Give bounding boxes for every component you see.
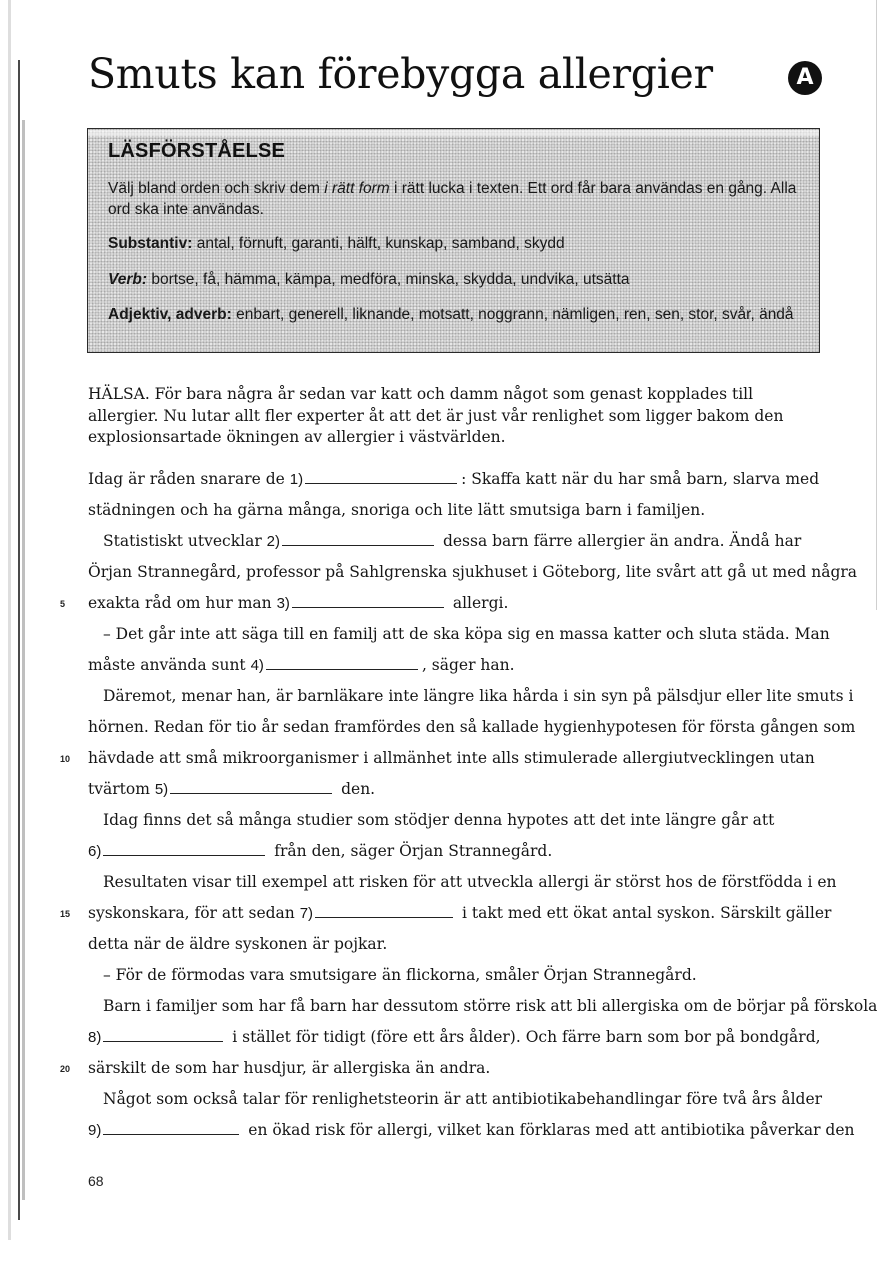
text-line: – Det går inte att säga till en familj att de ska köpa sig en massa katter och sluta städa. Man: [103, 625, 830, 643]
text-line: hörnen. Redan för tio år sedan framfördes den så kallade hygienhypotesen för första gången som: [88, 718, 856, 736]
line-number: 15: [60, 909, 71, 919]
line-number: 10: [60, 754, 71, 764]
text-line: 6) från den, säger Örjan Strannegård.: [88, 842, 553, 860]
word-list-adjectives: Adjektiv, adverb: enbart, generell, liknande, motsatt, noggrann, nämligen, ren, sen, stor, svår, ändå: [108, 306, 794, 323]
text-line: Däremot, menar han, är barnläkare inte längre lika hårda i sin syn på pälsdjur eller lite smuts i: [103, 687, 854, 705]
blank-4[interactable]: [266, 668, 418, 670]
blank-6[interactable]: [103, 854, 265, 856]
text-line: 9) en ökad risk för allergi, vilket kan förklaras med att antibiotika påverkar den: [88, 1121, 855, 1139]
word-list-verbs: Verb: bortse, få, hämma, kämpa, medföra, minska, skydda, undvika, utsätta: [108, 271, 630, 288]
text-line: Örjan Strannegård, professor på Sahlgrenska sjukhuset i Göteborg, lite svårt att gå ut med några: [88, 563, 858, 581]
text-line: hävdade att små mikroorganismer i allmänhet inte alls stimulerade allergiutvecklingen utan: [88, 749, 815, 767]
blank-7[interactable]: [315, 916, 453, 918]
scan-binding-edge: [0, 0, 34, 1263]
text-line: Statistiskt utvecklar 2) dessa barn färre allergier än andra. Ändå har: [103, 532, 802, 550]
vocabulary-box: [87, 128, 820, 353]
page-number: 68: [88, 1173, 104, 1189]
text-line: Idag finns det så många studier som stödjer denna hypotes att det inte längre går att: [103, 811, 775, 829]
word-list-nouns: Substantiv: antal, förnuft, garanti, hälft, kunskap, samband, skydd: [108, 235, 565, 252]
text-line: 8) i stället för tidigt (före ett års ålder). Och färre barn som bor på bondgård,: [88, 1028, 821, 1046]
box-instruction: Välj bland orden och skriv dem i rätt form i rätt lucka i texten. Ett ord får bara användas en gång. Alla ord ska inte användas.: [108, 180, 797, 218]
level-badge: A: [788, 61, 822, 95]
blank-3[interactable]: [292, 606, 444, 608]
blank-1[interactable]: [305, 482, 457, 484]
blank-8[interactable]: [103, 1040, 223, 1042]
text-line: städningen och ha gärna många, snoriga och lite lätt smutsiga barn i familjen.: [88, 501, 706, 519]
blank-5[interactable]: [170, 792, 332, 794]
text-line: – För de förmodas vara smutsigare än flickorna, småler Örjan Strannegård.: [103, 966, 697, 984]
text-line: detta när de äldre syskonen är pojkar.: [88, 935, 388, 953]
page-title: Smuts kan förebygga allergier: [88, 50, 713, 98]
scan-page-edge: [876, 0, 877, 610]
text-line: Resultaten visar till exempel att risken för att utveckla allergi är störst hos de förstfödda i en: [103, 873, 837, 891]
text-line: Barn i familjer som har få barn har dessutom större risk att bli allergiska om de börjar på förskola: [103, 997, 878, 1015]
text-line: exakta råd om hur man 3) allergi.: [88, 594, 509, 612]
box-heading: LÄSFÖRSTÅELSE: [108, 140, 286, 162]
text-line: Något som också talar för renlighetsteorin är att antibiotikabehandlingar före två års ålder: [103, 1090, 823, 1108]
text-line: tvärtom 5) den.: [88, 780, 376, 798]
line-number: 20: [60, 1064, 71, 1074]
text-line: särskilt de som har husdjur, är allergiska än andra.: [88, 1059, 491, 1077]
line-number: 5: [60, 599, 66, 609]
blank-2[interactable]: [282, 544, 434, 546]
blank-9[interactable]: [103, 1133, 239, 1135]
text-line: syskonskara, för att sedan 7) i takt med ett ökat antal syskon. Särskilt gäller: [88, 904, 832, 922]
text-line: Idag är råden snarare de 1) : Skaffa katt när du har små barn, slarva med: [88, 470, 820, 488]
text-line: måste använda sunt 4) , säger han.: [88, 656, 515, 674]
intro-paragraph: HÄLSA. För bara några år sedan var katt och damm något som genast kopplades till allergier. Nu lutar allt fler experter åt att det är just vår renlighet som ligger bakom den explosionsartade ökningen av allergier i västvärlden.: [88, 385, 784, 446]
